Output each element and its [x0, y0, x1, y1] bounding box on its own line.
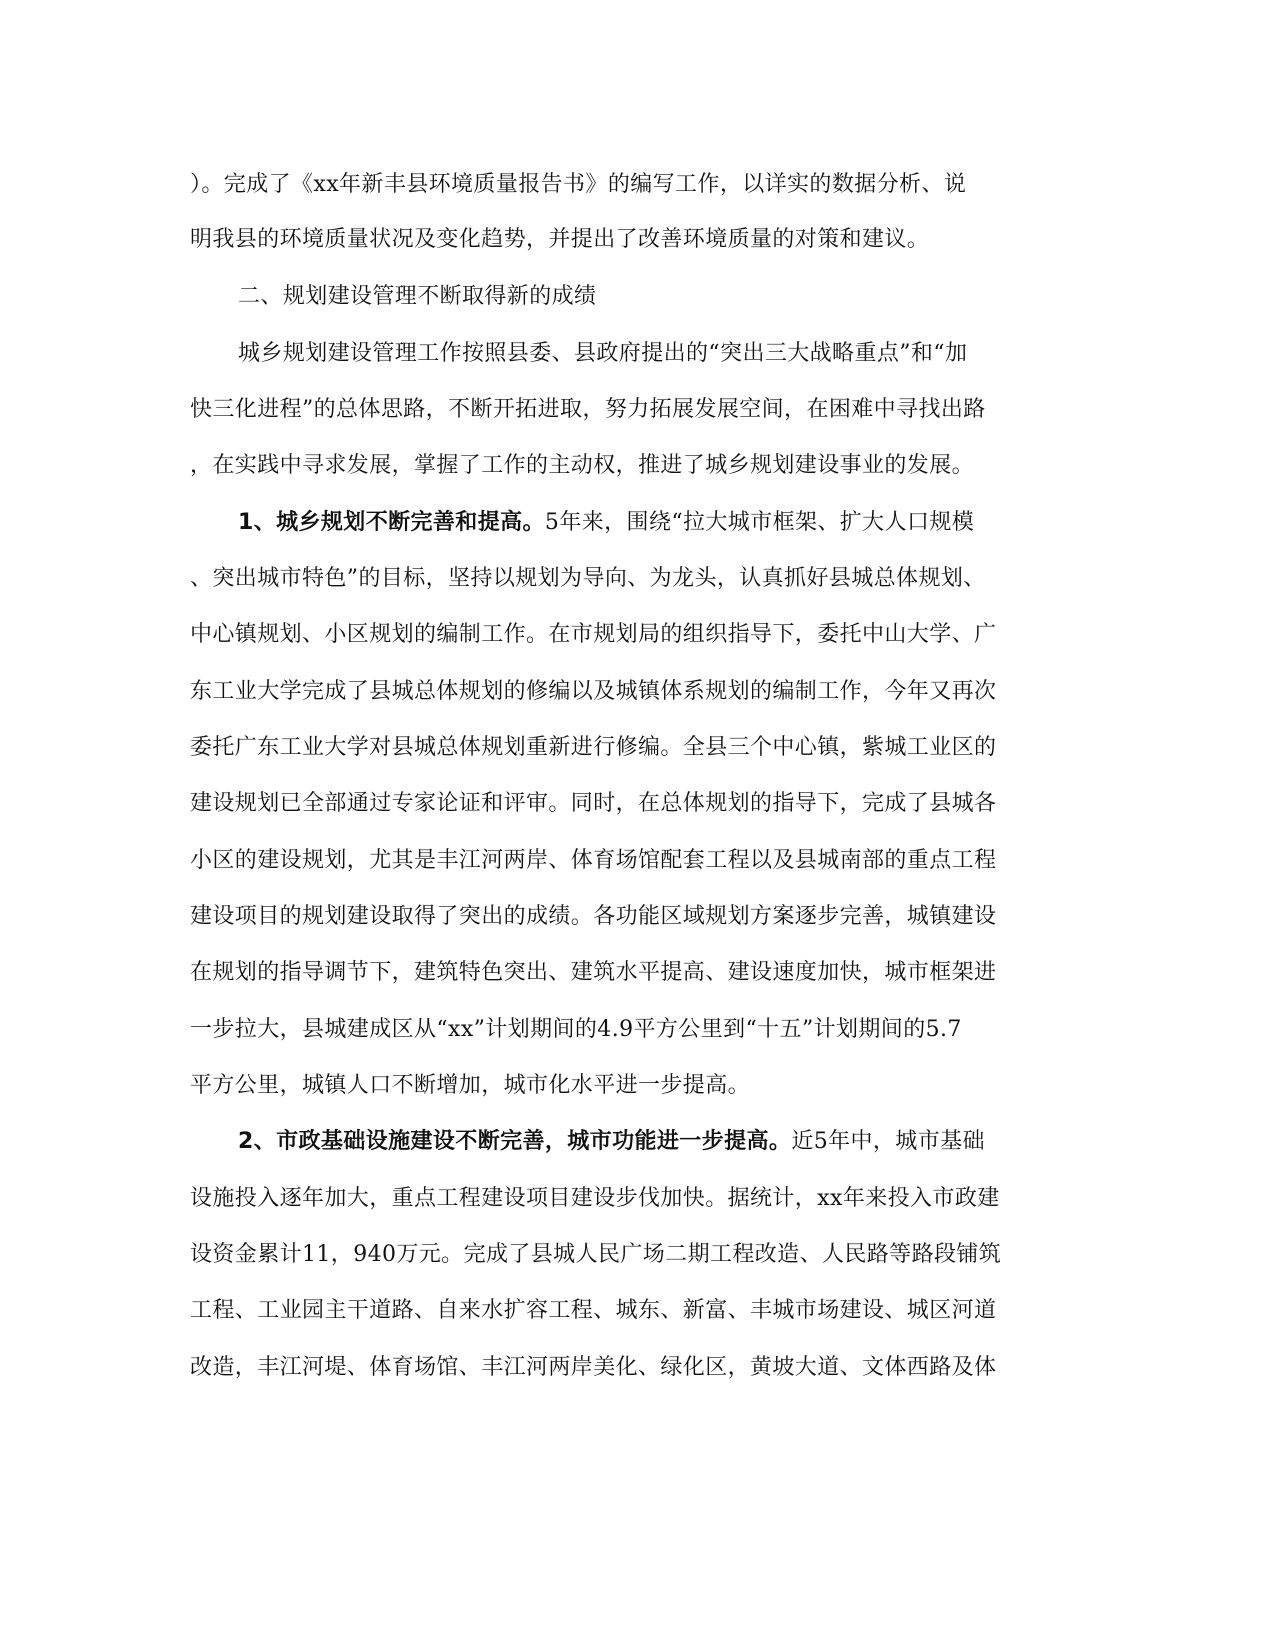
paragraph-2-first-line: [238, 1127, 1138, 1157]
text-line: 平方公里，城镇人口不断增加，城市化水平进一步提高。: [190, 1073, 751, 1098]
text-line: 设施投入逐年加大，重点工程建设项目建设步伐加快。据统计，xx年来投入市政建: [190, 1186, 1000, 1211]
text-line: 城乡规划建设管理工作按照县委、县政府提出的“突出三大战略重点”和“加: [238, 341, 968, 366]
bold-heading-2: 2、市政基础设施建设不断完善，城市功能进一步提高。: [238, 1129, 792, 1154]
text-line: 明我县的环境质量状况及变化趋势，并提出了改善环境质量的对策和建议。: [190, 227, 930, 252]
text-run: 近5年中，城市基础: [791, 1129, 985, 1154]
text-line: 快三化进程”的总体思路，不断开拓进取，努力拓展发展空间，在困难中寻找出路: [190, 397, 986, 422]
text-line: 东工业大学完成了县城总体规划的修编以及城镇体系规划的编制工作，今年又再次: [190, 679, 997, 704]
text-line: 在规划的指导调节下，建筑特色突出、建筑水平提高、建设速度加快，城市框架进: [190, 960, 997, 985]
text-line: ）。完成了《xx年新丰县环境质量报告书》的编写工作，以详实的数据分析、说: [190, 172, 967, 197]
text-line: 小区的建设规划，尤其是丰江河两岸、体育场馆配套工程以及县城南部的重点工程: [190, 848, 997, 873]
text-line: 建设项目的规划建设取得了突出的成绩。各功能区域规划方案逐步完善，城镇建设: [190, 904, 997, 929]
text-run: 5年来，围绕“拉大城市框架、扩大人口规模: [544, 510, 975, 535]
text-line: 改造，丰江河堤、体育场馆、丰江河两岸美化、绿化区，黄坡大道、文体西路及体: [190, 1355, 997, 1380]
section-heading: 二、规划建设管理不断取得新的成绩: [238, 284, 597, 309]
text-line: 工程、工业园主干道路、自来水扩容工程、城东、新富、丰城市场建设、城区河道: [190, 1298, 997, 1323]
text-line: 设资金累计11，940万元。完成了县城人民广场二期工程改造、人民路等路段铺筑: [190, 1242, 1002, 1267]
text-line: 建设规划已全部通过专家论证和评审。同时，在总体规划的指导下，完成了县城各: [190, 791, 997, 816]
text-line: ，在实践中寻求发展，掌握了工作的主动权，推进了城乡规划建设事业的发展。: [190, 453, 975, 478]
paragraph-1-first-line: [238, 508, 1138, 538]
text-line: 中心镇规划、小区规划的编制工作。在市规划局的组织指导下，委托中山大学、广: [190, 622, 997, 647]
text-line: 、突出城市特色”的目标，坚持以规划为导向、为龙头，认真抓好县城总体规划、: [190, 566, 986, 591]
bold-heading-1: 1、城乡规划不断完善和提高。: [238, 510, 545, 535]
text-line: 委托广东工业大学对县城总体规划重新进行修编。全县三个中心镇，紫城工业区的: [190, 735, 997, 760]
text-line: 一步拉大，县城建成区从“xx”计划期间的4.9平方公里到“十五”计划期间的5.7: [190, 1017, 962, 1042]
